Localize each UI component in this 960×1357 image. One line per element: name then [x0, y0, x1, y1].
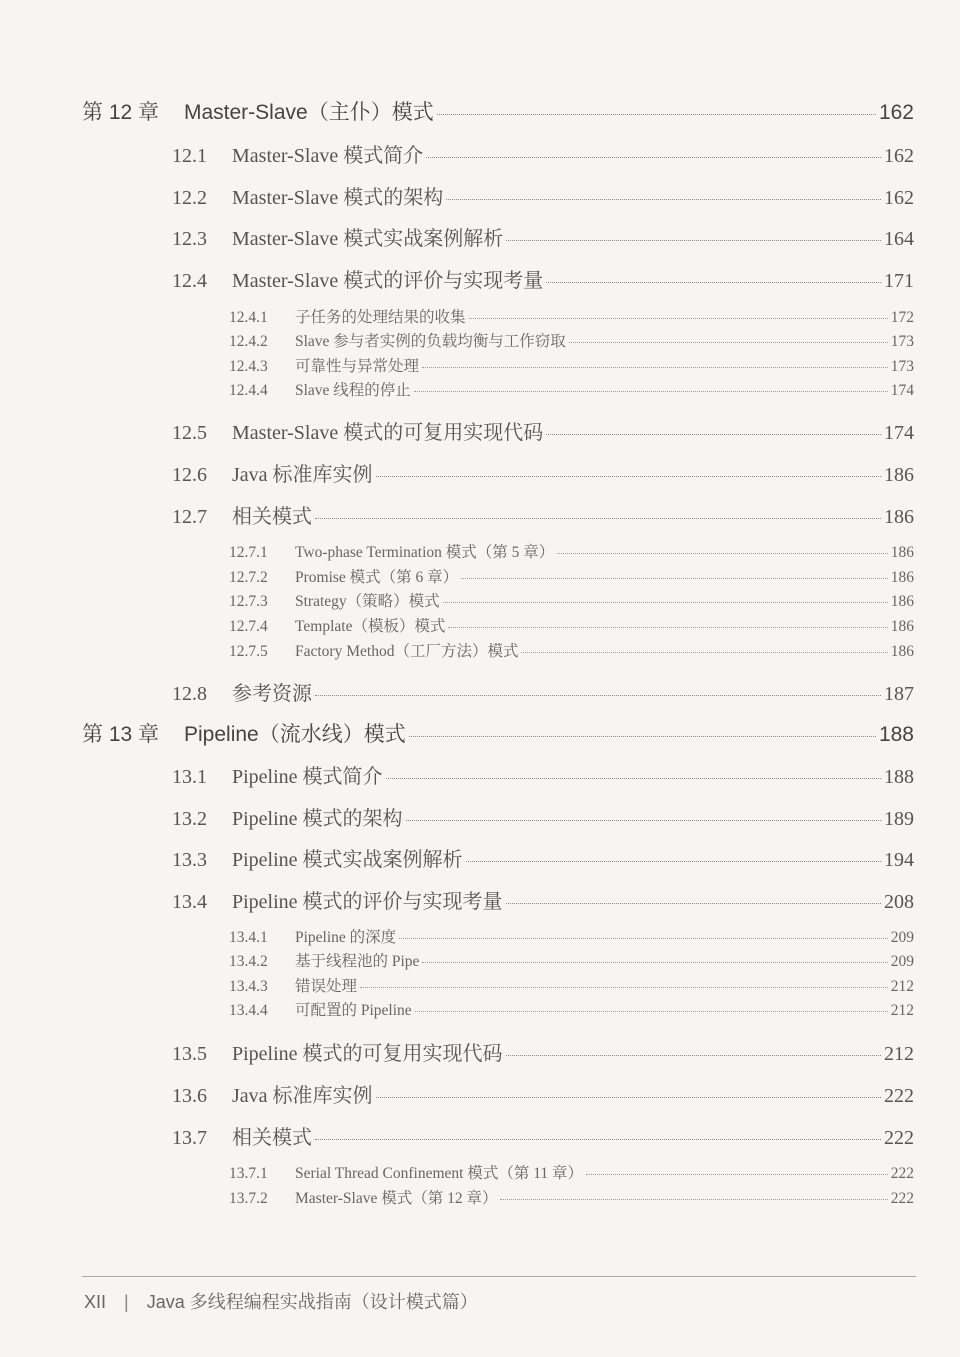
toc-entry-number: 13.7 [172, 1127, 207, 1149]
toc-entry-title: Pipeline 模式实战案例解析 [232, 849, 463, 871]
toc-entry-sub [229, 329, 914, 351]
dot-leader [399, 938, 888, 939]
toc-entry-page: 162 [878, 101, 914, 124]
toc-entry-chapter [82, 96, 914, 126]
toc-entry-section [172, 677, 914, 706]
toc-entry-page: 173 [890, 358, 914, 375]
dot-leader [448, 627, 887, 628]
footer-separator: | [124, 1292, 129, 1312]
toc-entry-number: 12.4.2 [229, 333, 268, 350]
toc-entry-sub [229, 949, 914, 971]
toc-entry-number: 13.3 [172, 849, 207, 871]
toc-entry-number: 13.7.2 [229, 1190, 268, 1207]
toc-entry-section [172, 139, 914, 168]
toc-entry-section [172, 1037, 914, 1066]
toc-entry-page: 222 [884, 1085, 914, 1107]
toc-entry-page: 186 [884, 506, 914, 528]
toc-entry-number: 13.4.1 [229, 929, 268, 946]
toc-entry-sub [229, 540, 914, 562]
toc-entry-page: 164 [884, 228, 914, 250]
dot-leader [443, 602, 888, 603]
dot-leader [546, 282, 881, 283]
toc-entry-sub [229, 565, 914, 587]
toc-entry-number: 12.7.3 [229, 593, 268, 610]
toc-entry-page: 162 [884, 187, 914, 209]
toc-entry-title: Java 标准库实例 [232, 464, 373, 486]
toc-entry-number: 12.7.5 [229, 643, 268, 660]
toc-entry-title: Pipeline 的深度 [295, 929, 397, 946]
toc-entry-title: Factory Method（工厂方法）模式 [295, 643, 519, 660]
toc-entry-page: 162 [884, 145, 914, 167]
toc-entry-section [172, 458, 914, 487]
toc-entry-page: 186 [884, 464, 914, 486]
toc-entry-title: 错误处理 [295, 978, 358, 995]
toc-entry-number: 12.2 [172, 187, 207, 209]
toc-entry-number: 12.3 [172, 228, 207, 250]
toc-entry-page: 186 [890, 544, 914, 561]
toc-entry-page: 188 [878, 723, 914, 746]
toc-entry-section [172, 1121, 914, 1150]
dot-leader [315, 518, 881, 519]
toc-entry-sub [229, 1161, 914, 1183]
toc-entry-sub [229, 614, 914, 636]
toc-entry-number: 13.6 [172, 1085, 207, 1107]
toc-entry-title: Template（模板）模式 [295, 618, 446, 635]
toc-entry-title: Pipeline 模式的评价与实现考量 [232, 891, 503, 913]
toc-entry-page: 194 [884, 849, 914, 871]
dot-leader [315, 1139, 881, 1140]
toc-entry-number: 13.4.2 [229, 953, 268, 970]
dot-leader [415, 1011, 888, 1012]
toc-entry-sub [229, 639, 914, 661]
toc-entry-number: 12.4.4 [229, 382, 268, 399]
toc-entry-title: Two-phase Termination 模式（第 5 章） [295, 544, 555, 561]
toc-entry-sub [229, 305, 914, 327]
toc-entry-title: Pipeline 模式简介 [232, 766, 383, 788]
toc-entry-page: 171 [884, 270, 914, 292]
toc-entry-page: 187 [884, 683, 914, 705]
footer-divider [82, 1276, 916, 1277]
dot-leader [406, 820, 881, 821]
toc-entry-title: Master-Slave 模式简介 [232, 145, 424, 167]
toc-entry-section [172, 885, 914, 914]
toc-entry-page: 208 [884, 891, 914, 913]
dot-leader [446, 199, 881, 200]
toc-entry-section [172, 802, 914, 831]
dot-leader [546, 434, 881, 435]
dot-leader [409, 736, 876, 737]
toc-entry-page: 186 [890, 643, 914, 660]
toc-entry-number: 12.7.4 [229, 618, 268, 635]
toc-entry-sub [229, 1186, 914, 1208]
toc-entry-title: Master-Slave 模式（第 12 章） [295, 1190, 498, 1207]
dot-leader [414, 391, 888, 392]
toc-entry-page: 173 [890, 333, 914, 350]
dot-leader [521, 652, 887, 653]
toc-entry-number: 12.1 [172, 145, 207, 167]
dot-leader [569, 342, 888, 343]
toc-entry-title: Master-Slave（主仆）模式 [184, 101, 434, 124]
dot-leader [466, 861, 881, 862]
toc-entry-section [172, 222, 914, 251]
toc-entry-number: 13.2 [172, 808, 207, 830]
toc-entry-sub [229, 378, 914, 400]
toc-entry-title: 相关模式 [232, 506, 312, 528]
dot-leader [500, 1199, 887, 1200]
dot-leader [386, 778, 881, 779]
dot-leader [469, 318, 888, 319]
toc-entry-sub [229, 974, 914, 996]
toc-entry-page: 209 [890, 953, 914, 970]
toc-entry-title: Promise 模式（第 6 章） [295, 569, 459, 586]
toc-entry-number: 12.4 [172, 270, 207, 292]
page-footer [84, 1288, 478, 1314]
toc-entry-number: 12.7 [172, 506, 207, 528]
toc-entry-title: Master-Slave 模式的可复用实现代码 [232, 422, 544, 444]
toc-entry-number: 12.4.3 [229, 358, 268, 375]
toc-entry-number: 12.6 [172, 464, 207, 486]
toc-entry-title: Slave 线程的停止 [295, 382, 411, 399]
dot-leader [557, 553, 887, 554]
toc-entry-page: 172 [890, 309, 914, 326]
toc-entry-title: Master-Slave 模式的架构 [232, 187, 444, 209]
toc-entry-title: Java 标准库实例 [232, 1085, 373, 1107]
toc-entry-chapter [82, 718, 914, 748]
dot-leader [506, 240, 881, 241]
toc-entry-number: 13.4.4 [229, 1002, 268, 1019]
dot-leader [422, 367, 888, 368]
toc-entry-title: Strategy（策略）模式 [295, 593, 440, 610]
toc-entry-number: 12.4.1 [229, 309, 268, 326]
toc-entry-page: 212 [890, 1002, 914, 1019]
toc-entry-title: 可配置的 Pipeline [295, 1002, 412, 1019]
toc-entry-sub [229, 998, 914, 1020]
toc-entry-page: 188 [884, 766, 914, 788]
toc-entry-section [172, 264, 914, 293]
toc-entry-number: 12.8 [172, 683, 207, 705]
dot-leader [506, 903, 881, 904]
toc-entry-title: Pipeline 模式的架构 [232, 808, 403, 830]
dot-leader [461, 578, 888, 579]
toc-entry-page: 222 [890, 1190, 914, 1207]
toc-entry-page: 222 [884, 1127, 914, 1149]
dot-leader [422, 962, 887, 963]
dot-leader [376, 476, 881, 477]
toc-entry-number: 第 12 章 [82, 101, 160, 124]
toc-entry-section [172, 181, 914, 210]
toc-entry-number: 13.5 [172, 1043, 207, 1065]
toc-entry-title: Pipeline（流水线）模式 [184, 723, 406, 746]
toc-entry-number: 12.5 [172, 422, 207, 444]
toc-entry-sub [229, 354, 914, 376]
toc-entry-page: 189 [884, 808, 914, 830]
toc-entry-title: Serial Thread Confinement 模式（第 11 章） [295, 1165, 583, 1182]
toc-entry-number: 12.7.2 [229, 569, 268, 586]
toc-entry-title: 基于线程池的 Pipe [295, 953, 420, 970]
toc-entry-title: 参考资源 [232, 683, 312, 705]
toc-entry-sub [229, 589, 914, 611]
toc-entry-page: 174 [884, 422, 914, 444]
toc-entry-number: 第 13 章 [82, 723, 160, 746]
footer-page-number: XII [84, 1292, 107, 1312]
dot-leader [437, 114, 876, 115]
toc-entry-title: Pipeline 模式的可复用实现代码 [232, 1043, 503, 1065]
toc-entry-section [172, 500, 914, 529]
toc-entry-section [172, 843, 914, 872]
toc-entry-page: 222 [890, 1165, 914, 1182]
dot-leader [376, 1097, 881, 1098]
toc-entry-page: 209 [890, 929, 914, 946]
toc-entry-page: 212 [884, 1043, 914, 1065]
toc-entry-title: Slave 参与者实例的负载均衡与工作窃取 [295, 333, 566, 350]
toc-entry-section [172, 416, 914, 445]
toc-entry-number: 13.7.1 [229, 1165, 268, 1182]
toc-entry-section [172, 760, 914, 789]
toc-entry-sub [229, 925, 914, 947]
toc-entry-page: 186 [890, 569, 914, 586]
toc-entry-number: 12.7.1 [229, 544, 268, 561]
dot-leader [426, 157, 881, 158]
toc-entry-page: 212 [890, 978, 914, 995]
toc-entry-number: 13.4 [172, 891, 207, 913]
toc-entry-page: 186 [890, 593, 914, 610]
dot-leader [360, 987, 888, 988]
footer-book-title: Java 多线程编程实战指南（设计模式篇） [146, 1292, 478, 1312]
toc-entry-page: 186 [890, 618, 914, 635]
toc-entry-title: 子任务的处理结果的收集 [295, 309, 466, 326]
dot-leader [586, 1174, 888, 1175]
dot-leader [315, 695, 881, 696]
toc-entry-number: 13.1 [172, 766, 207, 788]
toc-entry-title: 可靠性与异常处理 [295, 358, 420, 375]
toc-entry-title: 相关模式 [232, 1127, 312, 1149]
toc-entry-section [172, 1079, 914, 1108]
toc-entry-title: Master-Slave 模式实战案例解析 [232, 228, 504, 250]
toc-entry-number: 13.4.3 [229, 978, 268, 995]
toc-entry-page: 174 [890, 382, 914, 399]
dot-leader [506, 1055, 881, 1056]
toc-entry-title: Master-Slave 模式的评价与实现考量 [232, 270, 544, 292]
